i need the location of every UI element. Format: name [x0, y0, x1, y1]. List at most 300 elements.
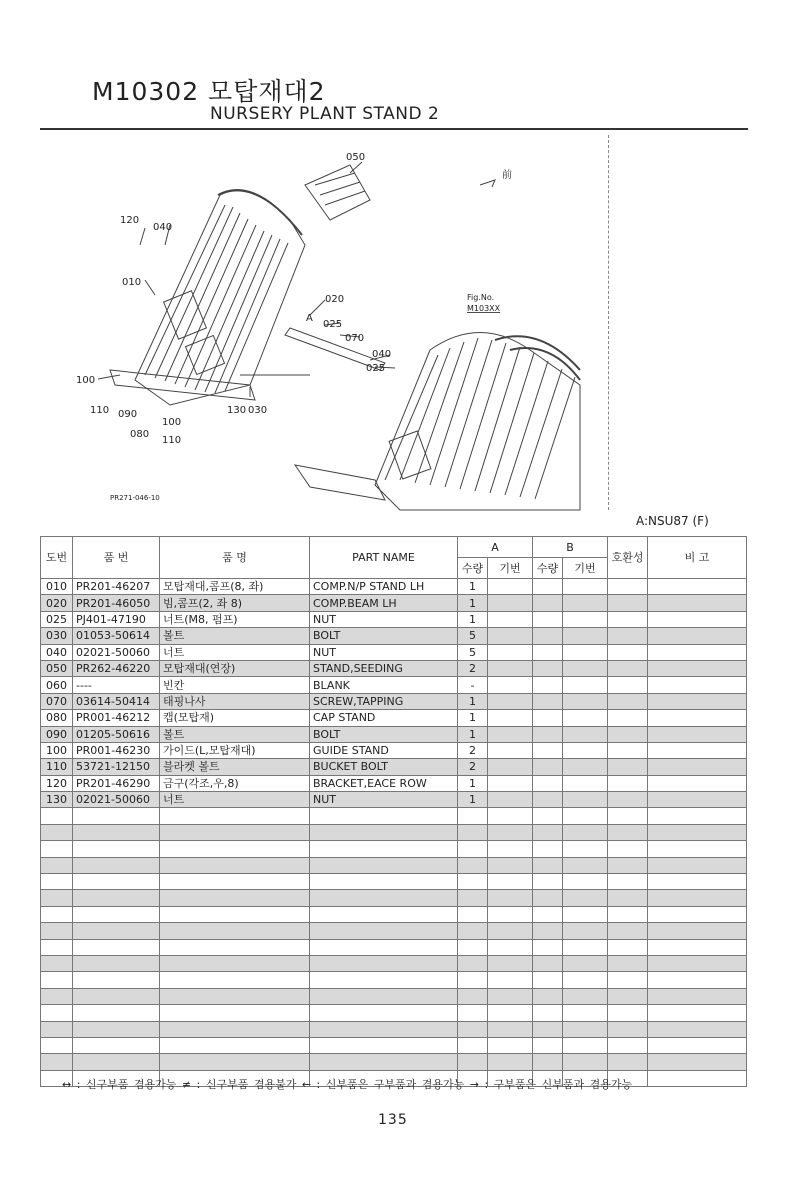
cell-empty	[648, 808, 747, 824]
cell-empty	[73, 972, 160, 988]
callout-110-lower: 110	[162, 435, 182, 446]
cell-base-b	[563, 677, 608, 693]
drawing-code: PR271-046-10	[110, 494, 160, 502]
table-row-empty	[41, 824, 747, 840]
cell-empty	[563, 972, 608, 988]
cell-empty	[563, 1037, 608, 1053]
drawing-line	[175, 219, 248, 384]
cell-empty	[533, 939, 563, 955]
header-group-a: A	[458, 537, 533, 558]
header-remarks: 비 고	[648, 537, 747, 579]
cell-part-name-kr: 금구(각조,우,8)	[160, 775, 310, 791]
cell-empty	[608, 955, 648, 971]
cell-empty	[608, 972, 648, 988]
cell-empty	[73, 988, 160, 1004]
cell-base-b	[563, 693, 608, 709]
callout-120: 120	[120, 215, 140, 226]
cell-compat	[608, 644, 648, 660]
cell-remarks	[648, 611, 747, 627]
cell-empty	[160, 808, 310, 824]
fig-no-value: M103XX	[467, 304, 501, 313]
cell-empty	[160, 824, 310, 840]
cell-empty	[41, 988, 73, 1004]
cell-empty	[533, 906, 563, 922]
drawing-line	[510, 348, 580, 380]
cell-empty	[160, 1054, 310, 1070]
cell-empty	[608, 1054, 648, 1070]
cell-compat	[608, 595, 648, 611]
header-part-name-en: PART NAME	[310, 537, 458, 579]
cell-empty	[488, 808, 533, 824]
compatibility-legend: ↔ : 신구부품 겸용가능 ≠ : 신구부품 겸용불가 ← : 신부품은 구부품과 겸용가능 → : 구부품은 신부품과 겸용가능	[62, 1078, 633, 1091]
cell-remarks	[648, 742, 747, 758]
cell-part-no: PR262-46220	[73, 660, 160, 676]
table-row-empty	[41, 890, 747, 906]
parts-table	[40, 536, 747, 1087]
cell-empty	[458, 824, 488, 840]
header-base-a: 기번	[488, 558, 533, 579]
cell-empty	[608, 988, 648, 1004]
cell-empty	[488, 1054, 533, 1070]
cell-part-no: 02021-50060	[73, 792, 160, 808]
cell-qty-a: 1	[458, 792, 488, 808]
table-row-empty	[41, 1005, 747, 1021]
cell-part-no: 01205-50616	[73, 726, 160, 742]
cell-remarks	[648, 660, 747, 676]
cell-empty	[608, 824, 648, 840]
table-row	[41, 644, 747, 660]
cell-qty-a: 1	[458, 693, 488, 709]
cell-empty	[310, 1005, 458, 1021]
cell-part-name-kr: 빔,콤프(2, 좌 8)	[160, 595, 310, 611]
cell-empty	[41, 857, 73, 873]
cell-remarks	[648, 644, 747, 660]
cell-base-b	[563, 775, 608, 791]
cell-qty-b	[533, 595, 563, 611]
drawing-panel	[164, 291, 207, 339]
table-row-empty	[41, 923, 747, 939]
cell-empty	[533, 808, 563, 824]
table-row-empty	[41, 939, 747, 955]
cell-empty	[160, 1005, 310, 1021]
cell-empty	[648, 955, 747, 971]
table-row	[41, 628, 747, 644]
cell-empty	[488, 906, 533, 922]
callout-040-right: 040	[372, 349, 392, 360]
cell-empty	[648, 874, 747, 890]
cell-empty	[533, 1021, 563, 1037]
drawing-line	[325, 191, 365, 205]
table-row	[41, 775, 747, 791]
cell-empty	[608, 923, 648, 939]
drawing-line	[415, 342, 464, 483]
cell-drawing-no: 050	[41, 660, 73, 676]
cell-empty	[488, 939, 533, 955]
exploded-diagram	[40, 135, 610, 525]
callout-030: 030	[248, 405, 268, 416]
cell-empty	[160, 939, 310, 955]
cell-empty	[160, 955, 310, 971]
cell-drawing-no: 120	[41, 775, 73, 791]
cell-qty-a: 5	[458, 644, 488, 660]
table-row	[41, 759, 747, 775]
cell-base-b	[563, 628, 608, 644]
cell-empty	[488, 1021, 533, 1037]
cell-empty	[310, 923, 458, 939]
cell-qty-a: 1	[458, 775, 488, 791]
cell-base-b	[563, 611, 608, 627]
cell-empty	[648, 857, 747, 873]
cell-empty	[310, 1021, 458, 1037]
drawing-line	[535, 377, 575, 499]
callout-090: 090	[118, 409, 138, 420]
cell-empty	[41, 906, 73, 922]
cell-remarks	[648, 693, 747, 709]
cell-qty-a: 1	[458, 611, 488, 627]
cell-empty	[563, 939, 608, 955]
callout-070: 070	[345, 333, 365, 344]
cell-empty	[310, 988, 458, 1004]
cell-base-a	[488, 759, 533, 775]
cell-part-name-kr: 너트	[160, 792, 310, 808]
table-row	[41, 660, 747, 676]
cell-qty-b	[533, 693, 563, 709]
cell-base-b	[563, 579, 608, 595]
cell-empty	[648, 1054, 747, 1070]
cell-part-name-en: NUT	[310, 611, 458, 627]
cell-empty	[458, 808, 488, 824]
cell-base-a	[488, 677, 533, 693]
drawing-line	[460, 343, 506, 489]
cell-compat	[608, 710, 648, 726]
cell-qty-b	[533, 611, 563, 627]
cell-qty-b	[533, 726, 563, 742]
cell-qty-b	[533, 677, 563, 693]
cell-compat	[608, 726, 648, 742]
cell-empty	[160, 857, 310, 873]
cell-empty	[488, 857, 533, 873]
cell-empty	[648, 923, 747, 939]
cell-empty	[648, 1021, 747, 1037]
cell-empty	[73, 1054, 160, 1070]
cell-empty	[608, 857, 648, 873]
cell-qty-a: 1	[458, 710, 488, 726]
cell-empty	[563, 808, 608, 824]
cell-part-name-en: SCREW,TAPPING	[310, 693, 458, 709]
cell-empty	[41, 1037, 73, 1053]
cell-empty	[458, 841, 488, 857]
cell-empty	[648, 841, 747, 857]
cell-part-name-en: BUCKET BOLT	[310, 759, 458, 775]
cell-part-no: PR201-46290	[73, 775, 160, 791]
cell-empty	[563, 1005, 608, 1021]
cell-empty	[160, 841, 310, 857]
cell-part-no: PR001-46212	[73, 710, 160, 726]
stand-left-base	[110, 370, 255, 400]
callout-050: 050	[346, 152, 366, 163]
cell-part-name-en: BLANK	[310, 677, 458, 693]
cell-qty-a: 1	[458, 595, 488, 611]
cell-empty	[648, 824, 747, 840]
cell-base-b	[563, 660, 608, 676]
cell-base-a	[488, 792, 533, 808]
cell-empty	[73, 1021, 160, 1037]
cell-base-b	[563, 742, 608, 758]
cell-empty	[608, 906, 648, 922]
cell-compat	[608, 628, 648, 644]
cell-part-name-en: STAND,SEEDING	[310, 660, 458, 676]
drawing-line	[385, 355, 438, 480]
cell-empty	[73, 841, 160, 857]
cell-empty	[533, 972, 563, 988]
cell-empty	[310, 972, 458, 988]
cell-empty	[533, 824, 563, 840]
drawing-line	[205, 235, 272, 392]
cell-empty	[648, 988, 747, 1004]
callout-100-lower: 100	[162, 417, 182, 428]
cell-empty	[563, 923, 608, 939]
cell-drawing-no: 090	[41, 726, 73, 742]
cell-empty	[73, 1037, 160, 1053]
table-row-empty	[41, 1021, 747, 1037]
cell-empty	[488, 1005, 533, 1021]
cell-qty-b	[533, 775, 563, 791]
cell-part-name-kr: 볼트	[160, 628, 310, 644]
cell-empty	[160, 906, 310, 922]
table-row-empty	[41, 906, 747, 922]
cell-remarks	[648, 759, 747, 775]
cell-base-a	[488, 595, 533, 611]
cell-base-b	[563, 644, 608, 660]
drawing-line	[140, 228, 145, 245]
cell-empty	[310, 906, 458, 922]
cell-empty	[41, 808, 73, 824]
cell-base-a	[488, 628, 533, 644]
cell-base-b	[563, 710, 608, 726]
cell-base-a	[488, 611, 533, 627]
cell-part-name-en: GUIDE STAND	[310, 742, 458, 758]
cell-remarks	[648, 726, 747, 742]
cell-empty	[563, 1054, 608, 1070]
cell-part-name-en: NUT	[310, 644, 458, 660]
cell-empty	[41, 841, 73, 857]
cell-empty	[41, 939, 73, 955]
cell-empty	[488, 955, 533, 971]
cell-empty	[41, 1005, 73, 1021]
header-drawing-no: 도번	[41, 537, 73, 579]
callout-010: 010	[122, 277, 142, 288]
cell-qty-b	[533, 644, 563, 660]
cell-drawing-no: 025	[41, 611, 73, 627]
table-row-empty	[41, 1037, 747, 1053]
cell-part-name-kr: 볼트	[160, 726, 310, 742]
cell-empty	[563, 1021, 608, 1037]
fig-no-label: Fig.No.	[467, 293, 495, 302]
cell-remarks	[648, 628, 747, 644]
table-row	[41, 710, 747, 726]
stand-right-base	[295, 465, 385, 500]
cell-compat	[608, 759, 648, 775]
cell-empty	[458, 1005, 488, 1021]
header-compat: 호환성	[608, 537, 648, 579]
header-group-b: B	[533, 537, 608, 558]
cell-empty	[648, 906, 747, 922]
cell-part-name-en: BRACKET,EACE ROW	[310, 775, 458, 791]
cell-empty	[458, 890, 488, 906]
cell-empty	[533, 857, 563, 873]
table-row-empty	[41, 988, 747, 1004]
table-row	[41, 726, 747, 742]
cell-empty	[608, 890, 648, 906]
cell-empty	[458, 972, 488, 988]
cell-empty	[608, 808, 648, 824]
cell-empty	[533, 1054, 563, 1070]
figure-divider	[608, 135, 609, 510]
cell-part-name-kr: 너트	[160, 644, 310, 660]
cell-empty	[73, 874, 160, 890]
header-part-no: 품 번	[73, 537, 160, 579]
cell-empty	[608, 939, 648, 955]
cell-base-b	[563, 792, 608, 808]
cell-drawing-no: 060	[41, 677, 73, 693]
cell-qty-b	[533, 759, 563, 775]
drawing-line	[505, 361, 548, 495]
cell-empty	[458, 857, 488, 873]
cell-qty-a: -	[458, 677, 488, 693]
cell-base-b	[563, 595, 608, 611]
drawing-line	[430, 338, 478, 485]
cell-qty-a: 1	[458, 579, 488, 595]
cell-empty	[458, 955, 488, 971]
cell-empty	[488, 988, 533, 1004]
cell-qty-b	[533, 792, 563, 808]
drawing-line	[520, 369, 562, 497]
ref-label-a: A	[306, 313, 313, 324]
cell-empty	[310, 939, 458, 955]
cell-part-no: PR001-46230	[73, 742, 160, 758]
cell-empty	[73, 808, 160, 824]
cell-empty	[310, 841, 458, 857]
cell-part-no: 03614-50414	[73, 693, 160, 709]
callout-025: 025	[323, 319, 343, 330]
drawing-line	[315, 173, 355, 185]
cell-part-no: 53721-12150	[73, 759, 160, 775]
cell-empty	[488, 841, 533, 857]
callout-080: 080	[130, 429, 150, 440]
cell-empty	[310, 874, 458, 890]
cell-empty	[608, 841, 648, 857]
table-row-empty	[41, 857, 747, 873]
callout-040: 040	[153, 222, 173, 233]
cell-empty	[488, 923, 533, 939]
drawing-line	[195, 231, 264, 390]
cell-empty	[563, 906, 608, 922]
cell-qty-a: 2	[458, 660, 488, 676]
model-label: A:NSU87 (F)	[636, 514, 709, 528]
cell-empty	[458, 988, 488, 1004]
cell-part-no: PR201-46207	[73, 579, 160, 595]
drawing-line	[400, 348, 450, 480]
cell-empty	[458, 874, 488, 890]
cell-empty	[458, 939, 488, 955]
cell-part-name-kr: 캡(모탑재)	[160, 710, 310, 726]
page-number: 135	[378, 1112, 408, 1128]
cell-empty	[310, 890, 458, 906]
cell-part-name-kr: 너트(M8, 펌프)	[160, 611, 310, 627]
cell-empty	[73, 955, 160, 971]
cell-base-a	[488, 742, 533, 758]
table-row	[41, 742, 747, 758]
table-row	[41, 595, 747, 611]
cell-part-name-kr: 태핑나사	[160, 693, 310, 709]
cell-remarks	[648, 595, 747, 611]
cell-qty-b	[533, 710, 563, 726]
cell-empty	[648, 972, 747, 988]
table-row-empty	[41, 874, 747, 890]
table-row-empty	[41, 955, 747, 971]
cell-empty	[41, 890, 73, 906]
cell-qty-b	[533, 579, 563, 595]
cell-empty	[488, 824, 533, 840]
cell-empty	[41, 824, 73, 840]
cell-drawing-no: 070	[41, 693, 73, 709]
callout-025-right: 025	[366, 363, 386, 374]
cell-part-name-kr: 모탑재대,콤프(8, 좌)	[160, 579, 310, 595]
cell-drawing-no: 020	[41, 595, 73, 611]
header-qty-a: 수량	[458, 558, 488, 579]
cell-base-b	[563, 726, 608, 742]
cell-remarks	[648, 579, 747, 595]
cell-compat	[608, 792, 648, 808]
cell-drawing-no: 130	[41, 792, 73, 808]
cell-compat	[608, 693, 648, 709]
cell-empty	[41, 972, 73, 988]
header-part-name-kr: 품 명	[160, 537, 310, 579]
cell-empty	[608, 1037, 648, 1053]
drawing-line	[480, 180, 495, 187]
page-title-english: NURSERY PLANT STAND 2	[210, 104, 440, 124]
cell-empty	[488, 890, 533, 906]
cell-empty	[41, 1054, 73, 1070]
callout-020: 020	[325, 294, 345, 305]
cell-part-name-en: BOLT	[310, 628, 458, 644]
cell-empty	[533, 988, 563, 1004]
cell-drawing-no: 030	[41, 628, 73, 644]
drawing-line	[445, 340, 492, 487]
cell-remarks	[648, 775, 747, 791]
cell-part-name-kr: 빈칸	[160, 677, 310, 693]
header-qty-b: 수량	[533, 558, 563, 579]
cell-qty-b	[533, 660, 563, 676]
drawing-line	[185, 225, 256, 387]
cell-base-b	[563, 759, 608, 775]
cell-empty	[533, 890, 563, 906]
cell-compat	[608, 677, 648, 693]
cell-empty	[608, 1005, 648, 1021]
table-row	[41, 792, 747, 808]
cell-remarks	[648, 710, 747, 726]
cell-empty	[41, 923, 73, 939]
cell-empty	[458, 906, 488, 922]
cell-empty	[73, 939, 160, 955]
cell-empty	[310, 857, 458, 873]
cell-empty	[608, 874, 648, 890]
cell-empty	[648, 1005, 747, 1021]
cell-part-name-en: COMP.N/P STAND LH	[310, 579, 458, 595]
cell-remarks	[648, 792, 747, 808]
cell-empty	[488, 874, 533, 890]
cell-base-a	[488, 644, 533, 660]
